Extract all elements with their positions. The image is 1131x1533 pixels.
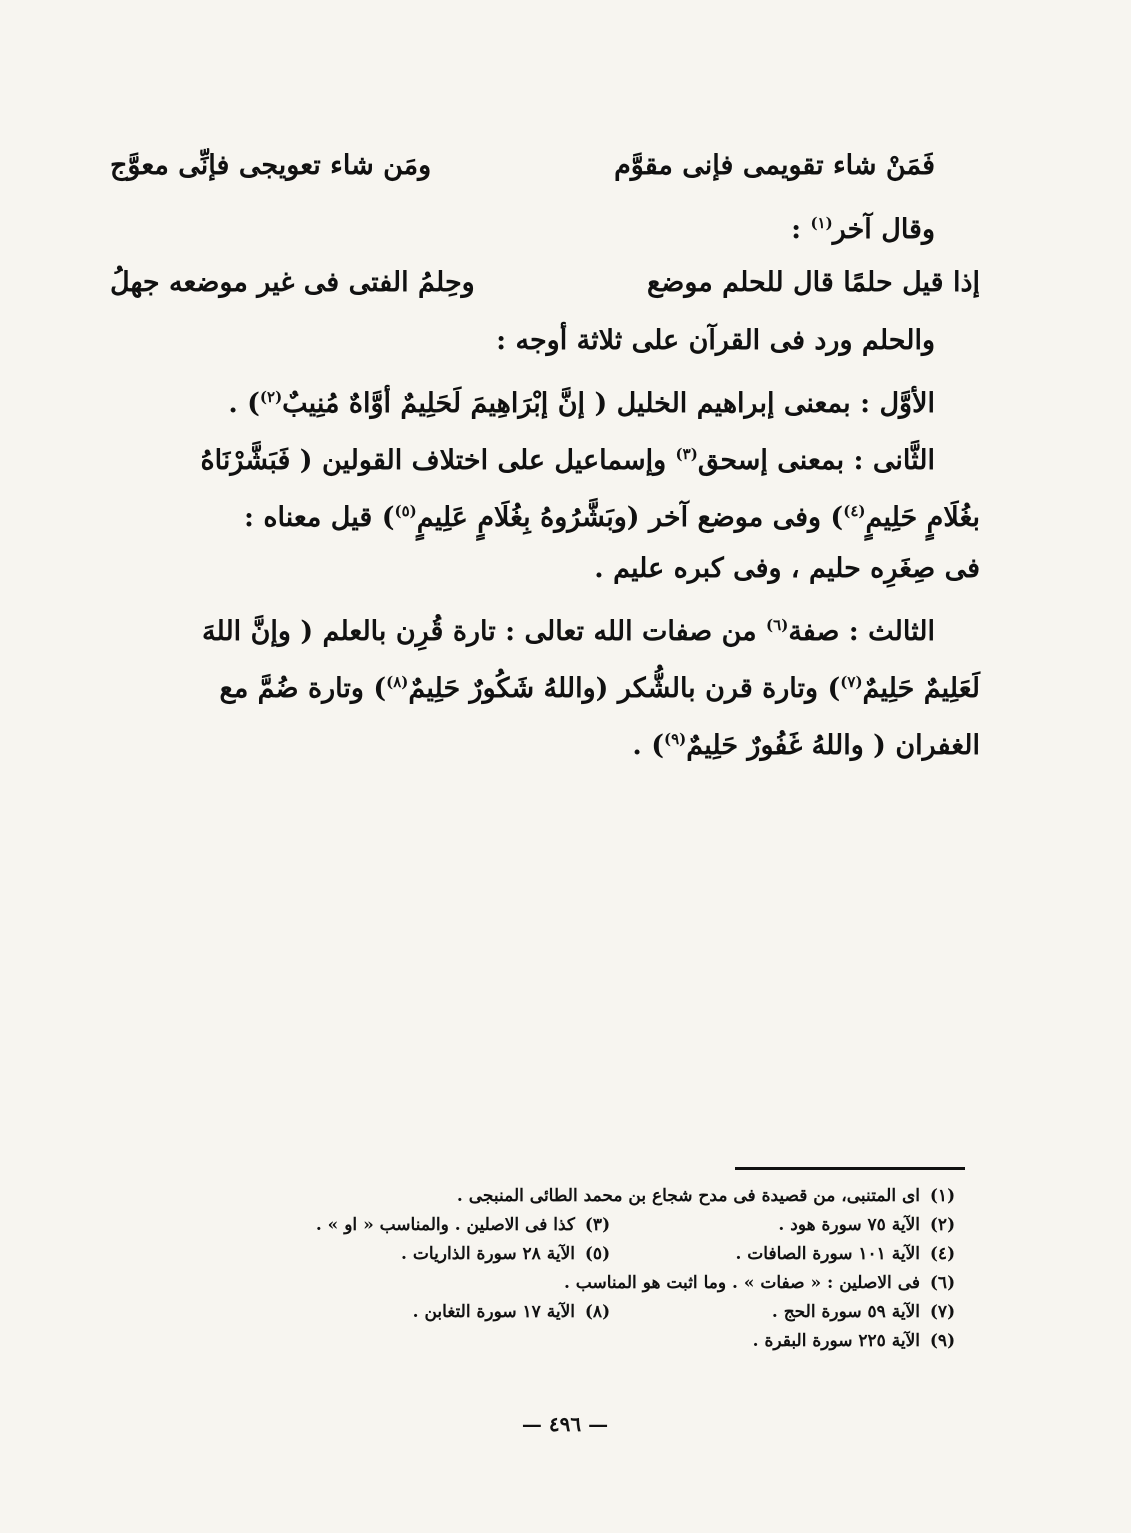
main-text	[110, 135, 980, 768]
footnote-number: (٣)	[584, 1215, 611, 1235]
footnote	[620, 1240, 965, 1269]
line-text: وإسماعيل على اختلاف القولين ( فَبَشَّرْنَاهُ	[200, 445, 667, 476]
footnote-ref: (٤)	[843, 502, 866, 520]
line-text: الأوَّل : بمعنى إبراهيم الخليل ( إنَّ إبْرَاهِيمَ لَحَلِيمٌ أوَّاهٌ مُنِيبٌ	[282, 388, 935, 419]
paragraph-line-3	[110, 426, 980, 483]
line-text: لَعَلِيمٌ حَلِيمٌ	[862, 673, 980, 704]
line-text: ) وتارة ضُمَّ مع	[219, 673, 387, 704]
footnote-ref: (٥)	[394, 502, 417, 520]
line-text: الثَّانى : بمعنى إسحق	[697, 445, 935, 476]
line-text: ) قيل معناه :	[244, 502, 395, 533]
line-text: الغفران ( واللهُ غَفُورٌ حَلِيمٌ	[686, 730, 980, 761]
footnote	[620, 1211, 965, 1240]
verse-1-first-hemistich: فَمَنْ شاء تقويمى فإنى مقوَّم	[614, 149, 935, 181]
footnote-ref: (٩)	[664, 730, 687, 748]
footnote-number: (٨)	[584, 1302, 611, 1322]
page-number: — ٤٩٦ —	[521, 1412, 609, 1436]
paragraph-line-8	[110, 711, 980, 768]
said-line	[110, 195, 980, 252]
paragraph-line-4	[110, 483, 980, 540]
footnote-row	[100, 1182, 965, 1211]
footnote-row	[100, 1298, 965, 1327]
line-text: ) وفى موضع آخر (وبَشَّرُوهُ بِغُلَامٍ عَلِيمٍ	[416, 502, 844, 533]
paragraph-line-6	[110, 597, 980, 654]
footnote-text: اى المتنبى، من قصيدة فى مدح شجاع بن محمد الطائى المنبجى .	[456, 1186, 920, 1206]
footnote-row	[100, 1211, 965, 1240]
footnote-ref: (١)	[810, 214, 833, 232]
footnote-number: (٩)	[929, 1331, 956, 1351]
paragraph-line-2	[110, 369, 980, 426]
footnote-row	[100, 1327, 965, 1356]
verse-1	[110, 135, 980, 195]
footnote-number: (٧)	[929, 1302, 956, 1322]
footnote-number: (٦)	[929, 1273, 956, 1293]
verse-2	[110, 252, 980, 312]
verse-2-first-hemistich: إذا قيل حلمًا قال للحلم موضع	[647, 266, 980, 298]
line-text: ) وتارة قرن بالشُّكر (واللهُ شَكُورٌ حَلِيمٌ	[408, 673, 841, 704]
footnote-number: (١)	[929, 1186, 956, 1206]
footnote-ref: (٣)	[675, 445, 698, 463]
footnote	[620, 1298, 965, 1327]
footnote	[401, 1240, 620, 1269]
footnote-ref: (٧)	[840, 673, 863, 691]
paragraph-line-5: فى صِغَرِه حليم ، وفى كبره عليم .	[594, 553, 980, 584]
said-text: وقال آخر	[832, 214, 935, 245]
paragraph-line-1: والحلم ورد فى القرآن على ثلاثة أوجه :	[496, 325, 935, 356]
footnote-text: الآية ١٠١ سورة الصافات .	[735, 1244, 920, 1264]
footnote-number: (٥)	[584, 1244, 611, 1264]
line-text: بغُلَامٍ حَلِيمٍ	[865, 502, 980, 533]
footnote-ref: (٢)	[259, 388, 283, 406]
line-text: ) .	[632, 730, 664, 761]
footnote-number: (٤)	[929, 1244, 956, 1264]
footnote	[564, 1269, 965, 1298]
said-colon: :	[791, 214, 802, 245]
paragraph-line-7	[110, 654, 980, 711]
footnote-text: الآية ٢٢٥ سورة البقرة .	[752, 1331, 920, 1351]
verse-2-second-hemistich: وحِلمُ الفتى فى غير موضعه جهلُ	[110, 266, 475, 298]
verse-1-second-hemistich: ومَن شاء تعويجى فإنِّى معوَّج	[110, 149, 432, 181]
footnote-ref: (٨)	[386, 673, 409, 691]
footnote-row	[100, 1240, 965, 1269]
footnote	[316, 1211, 620, 1240]
footnote-text: فى الاصلين : « صفات » . وما اثبت هو المناسب .	[563, 1273, 920, 1293]
footnote-row	[100, 1269, 965, 1298]
footnote-text: كذا فى الاصلين . والمناسب « او » .	[315, 1215, 575, 1235]
footnote-ref: (٦)	[766, 616, 789, 634]
footnote-text: الآية ١٧ سورة التغابن .	[412, 1302, 575, 1322]
line-text: الثالث : صفة	[788, 616, 935, 647]
footnote	[457, 1182, 965, 1211]
footnotes	[100, 1182, 965, 1356]
footnote-text: الآية ٢٨ سورة الذاريات .	[401, 1244, 575, 1264]
footnote	[753, 1327, 965, 1356]
line-text: ) .	[228, 388, 260, 419]
footnote-text: الآية ٧٥ سورة هود .	[778, 1215, 920, 1235]
footnote-text: الآية ٥٩ سورة الحج .	[771, 1302, 920, 1322]
footnote	[413, 1298, 620, 1327]
footnote-separator	[735, 1167, 965, 1170]
line-text: من صفات الله تعالى : تارة قُرِن بالعلم ( وإنَّ اللهَ	[202, 616, 757, 647]
footnote-number: (٢)	[929, 1215, 956, 1235]
